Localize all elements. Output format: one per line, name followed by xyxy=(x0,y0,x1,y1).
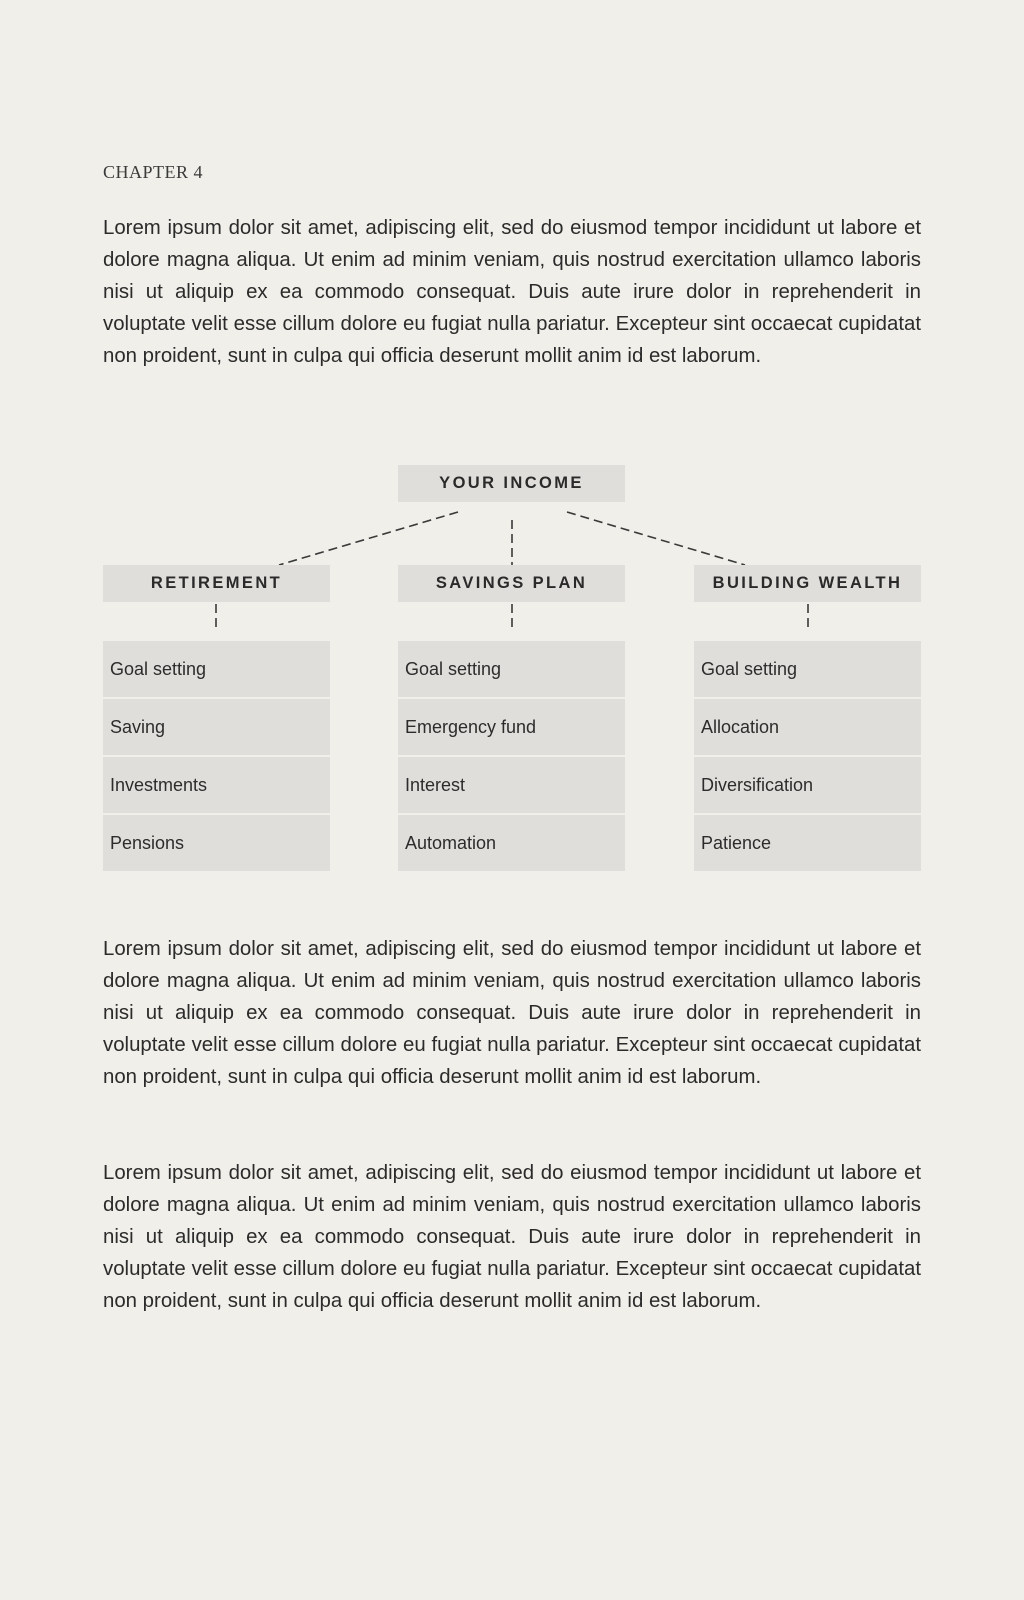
body-paragraph-1: Lorem ipsum dolor sit amet, adipiscing elit, sed do eiusmod tempor incididunt ut labore et dolore magna aliqua. Ut enim ad minim veniam, quis nostrud exercitation ullamco laboris nisi ut aliquip ex ea commodo consequat. Duis aute irure dolor in reprehenderit in voluptate velit esse cillum dolore eu fugiat nulla pariatur. Excepteur sint occaecat cupidatat non proident, sunt in culpa qui officia deserunt mollit anim id est laborum. xyxy=(103,217,921,367)
list-item: Allocation xyxy=(694,699,921,755)
root-node-your-income: YOUR INCOME xyxy=(398,465,625,502)
list-item: Pensions xyxy=(103,815,330,871)
list-item: Patience xyxy=(694,815,921,871)
chapter-label: CHAPTER 4 xyxy=(103,162,204,182)
list-item: Goal setting xyxy=(398,641,625,697)
list-item: Emergency fund xyxy=(398,699,625,755)
connector-root-retirement xyxy=(279,512,458,565)
list-item: Investments xyxy=(103,757,330,813)
list-item: Interest xyxy=(398,757,625,813)
building-wealth-list xyxy=(694,641,921,873)
body-paragraph-2: Lorem ipsum dolor sit amet, adipiscing elit, sed do eiusmod tempor incididunt ut labore et dolore magna aliqua. Ut enim ad minim veniam, quis nostrud exercitation ullamco laboris nisi ut aliquip ex ea commodo consequat. Duis aute irure dolor in reprehenderit in voluptate velit esse cillum dolore eu fugiat nulla pariatur. Excepteur sint occaecat cupidatat non proident, sunt in culpa qui officia deserunt mollit anim id est laborum. xyxy=(103,938,921,1088)
savings-plan-list xyxy=(398,641,625,873)
branch-header-savings-plan: SAVINGS PLAN xyxy=(398,565,625,602)
list-item: Automation xyxy=(398,815,625,871)
branch-header-retirement: RETIREMENT xyxy=(103,565,330,602)
body-paragraph-3: Lorem ipsum dolor sit amet, adipiscing elit, sed do eiusmod tempor incididunt ut labore et dolore magna aliqua. Ut enim ad minim veniam, quis nostrud exercitation ullamco laboris nisi ut aliquip ex ea commodo consequat. Duis aute irure dolor in reprehenderit in voluptate velit esse cillum dolore eu fugiat nulla pariatur. Excepteur sint occaecat cupidatat non proident, sunt in culpa qui officia deserunt mollit anim id est laborum. xyxy=(103,1162,921,1312)
list-item: Saving xyxy=(103,699,330,755)
branch-header-building-wealth: BUILDING WEALTH xyxy=(694,565,921,602)
list-item: Diversification xyxy=(694,757,921,813)
retirement-list xyxy=(103,641,330,873)
list-item: Goal setting xyxy=(103,641,330,697)
list-item: Goal setting xyxy=(694,641,921,697)
connector-root-wealth xyxy=(567,512,745,565)
income-tree-diagram xyxy=(103,465,921,875)
